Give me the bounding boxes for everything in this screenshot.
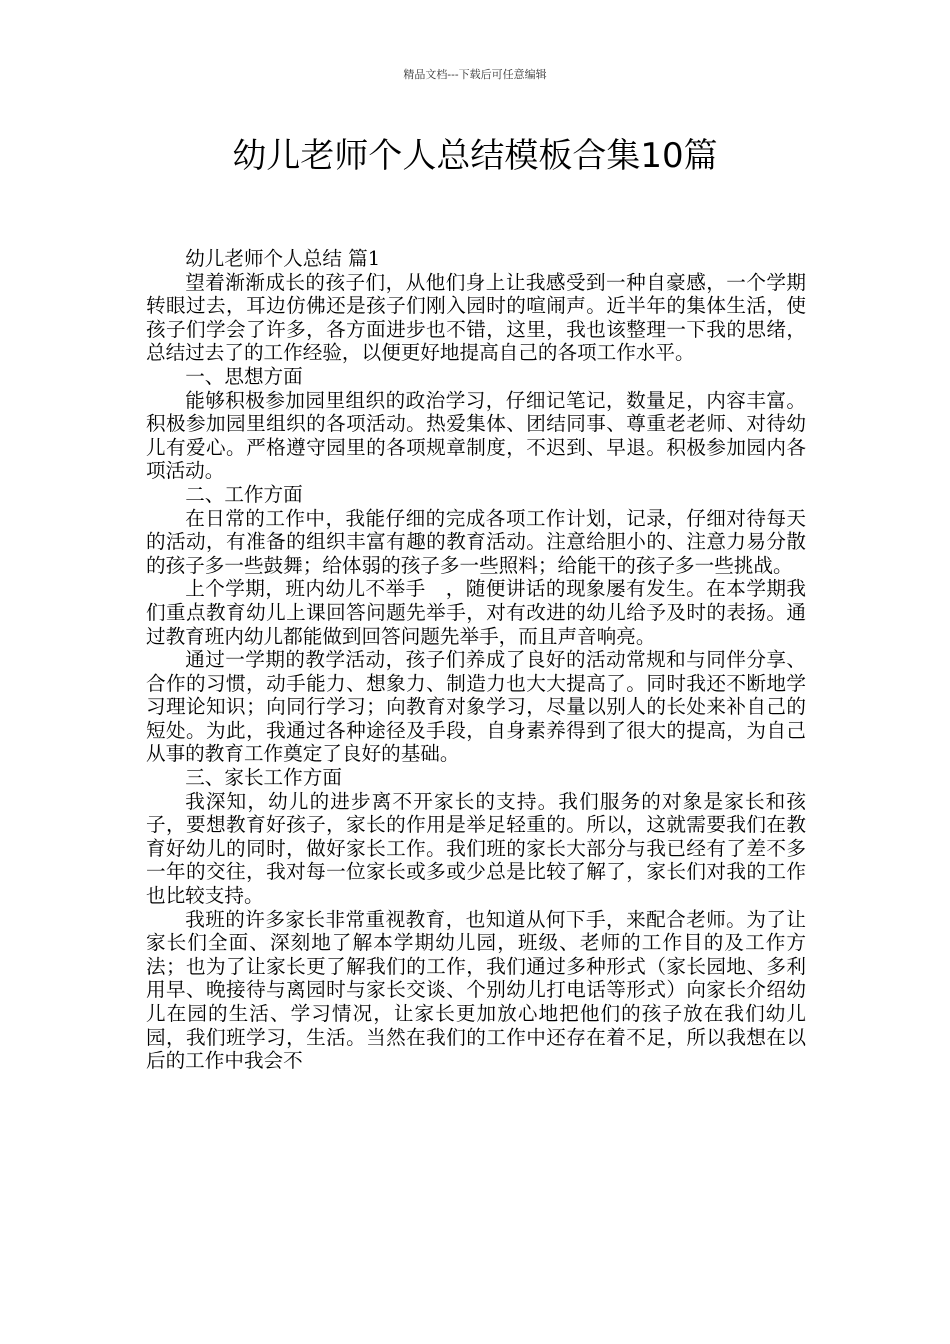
- paragraph-thought: 能够积极参加园里组织的政治学习，仔细记笔记，数量足，内容丰富。积极参加园里组织的各项活动。热爱集体、团结同事、尊重老老师、对待幼儿有爱心。严格遵守园里的各项规章制度，不迟到、早退。积极参加园内各项活动。: [146, 388, 806, 483]
- section-heading-work: 二、工作方面: [185, 482, 303, 506]
- section-heading-parents: 三、家长工作方面: [185, 766, 342, 790]
- document-title: 幼儿老师个人总结模板合集10篇: [232, 136, 718, 176]
- header-note: 精品文档---下载后可任意编辑: [403, 68, 547, 81]
- paragraph-intro: 望着渐渐成长的孩子们，从他们身上让我感受到一种自豪感，一个学期转眼过去，耳边仿佛还是孩子们刚入园时的喧闹声。近半年的集体生活，使孩子们学会了许多，各方面进步也不错，这里，我也该整理一下我的思绪，总结过去了的工作经验，以便更好地提高自己的各项工作水平。: [146, 270, 806, 365]
- paragraph-work-daily: 在日常的工作中，我能仔细的完成各项工作计划，记录，仔细对待每天的活动，有准备的组织丰富有趣的教育活动。注意给胆小的、注意力易分散的孩子多一些鼓舞；给体弱的孩子多一些照料；给能干的孩子多一些挑战。: [146, 506, 806, 577]
- paragraph-parents-support: 我深知，幼儿的进步离不开家长的支持。我们服务的对象是家长和孩子，要想教育好孩子，家长的作用是举足轻重的。所以，这就需要我们在教育好幼儿的同时，做好家长工作。我们班的家长大部分与我已经有了差不多一年的交往，我对每一位家长或多或少总是比较了解了，家长们对我的工作也比较支持。: [146, 789, 806, 908]
- paragraph-parents-communication: 我班的许多家长非常重视教育，也知道从何下手，来配合老师。为了让家长们全面、深刻地了解本学期幼儿园，班级、老师的工作目的及工作方法；也为了让家长更了解我们的工作，我们通过多种形式（家长园地、多利用早、晚接待与离园时与家长交谈、个别幼儿打电话等形式）向家长介绍幼儿在园的生活、学习情况，让家长更加放心地把他们的孩子放在我们幼儿园，我们班学习，生活。当然在我们的工作中还存在着不足，所以我想在以后的工作中我会不: [146, 907, 806, 1073]
- paragraph-work-handraise: 上个学期，班内幼儿不举手 ，随便讲话的现象屡有发生。在本学期我们重点教育幼儿上课回答问题先举手，对有改进的幼儿给予及时的表扬。通过教育班内幼儿都能做到回答问题先举手，而且声音响亮。: [146, 577, 806, 648]
- paragraph-work-semester: 通过一学期的教学活动，孩子们养成了良好的活动常规和与同伴分享、合作的习惯，动手能力、想象力、制造力也大大提高了。同时我还不断地学习理论知识；向同行学习；向教育对象学习，尽量以别人的长处来补自己的短处。为此，我通过各种途径及手段，自身素养得到了很大的提高，为自己从事的教育工作奠定了良好的基础。: [146, 648, 806, 766]
- section-heading-thought: 一、思想方面: [185, 364, 303, 388]
- document-body: [146, 247, 806, 1073]
- section-heading-piece-1: 幼儿老师个人总结 篇1: [185, 247, 381, 270]
